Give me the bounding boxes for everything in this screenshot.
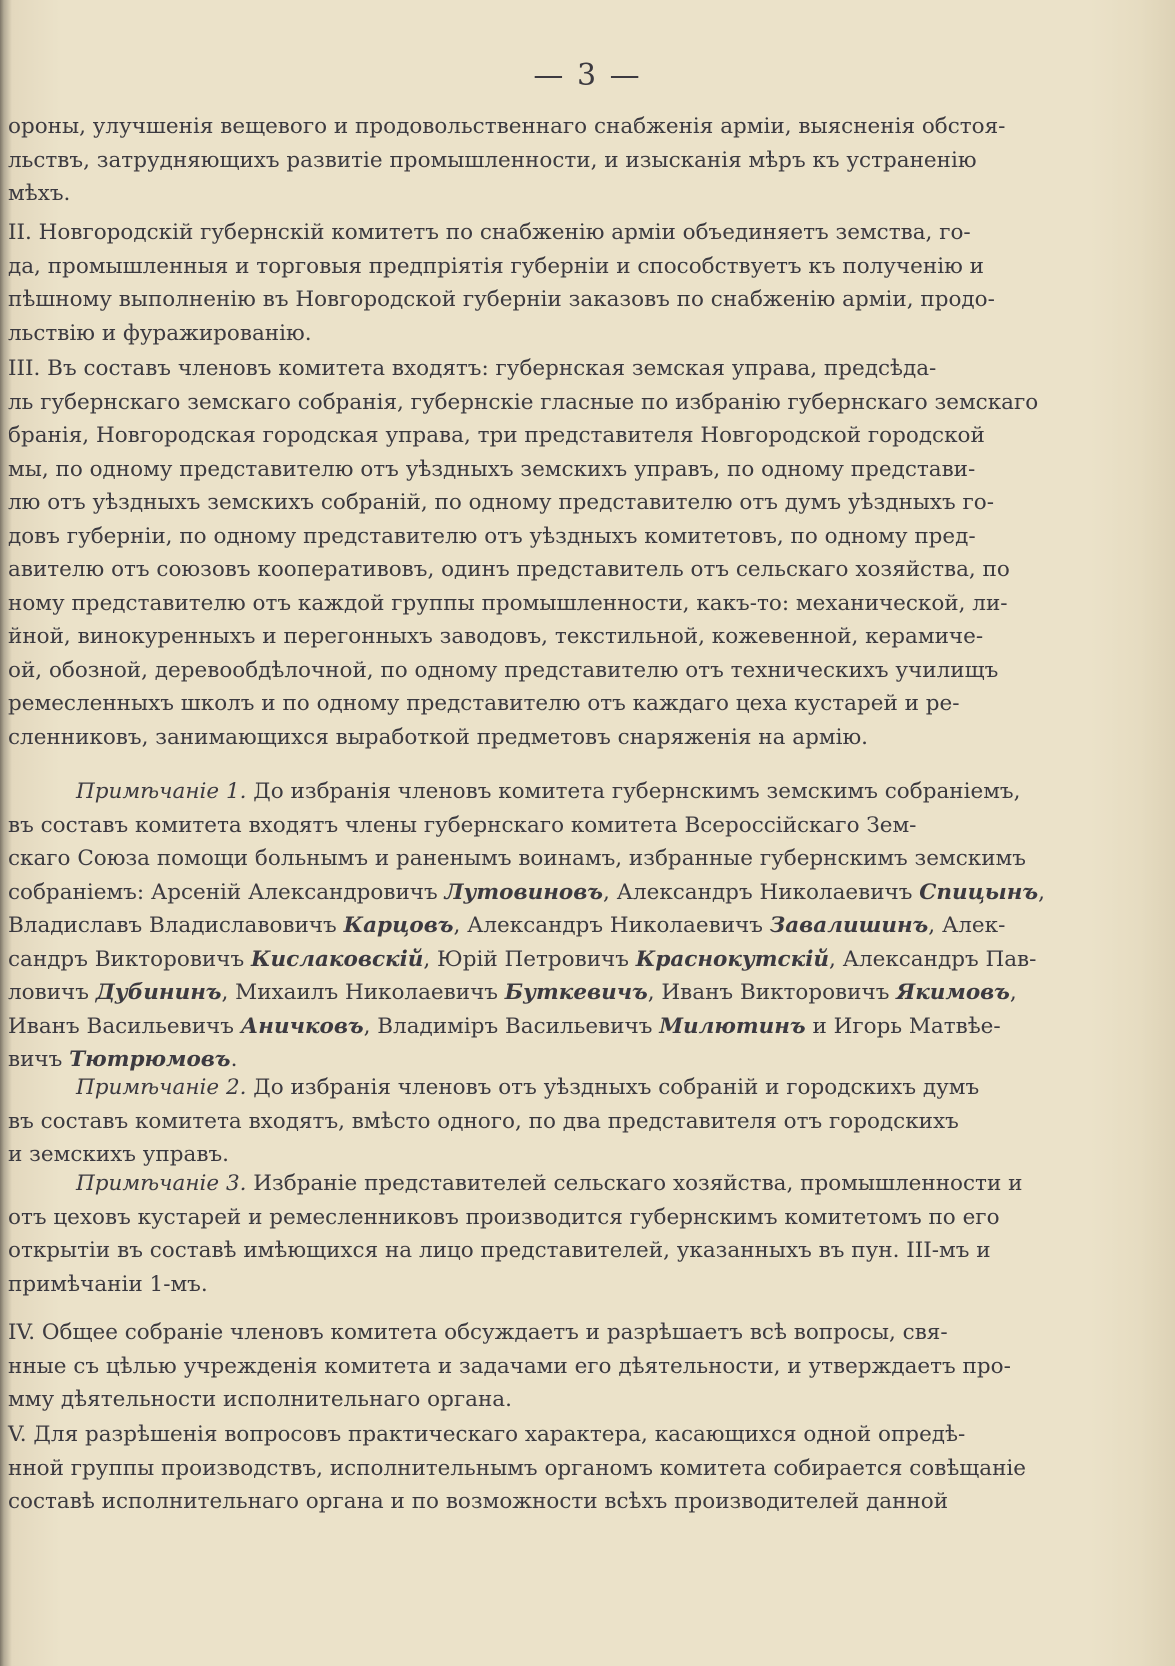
text-span: , xyxy=(1009,980,1017,1005)
note-text: Избраніе представителей сельскаго хозяйства, промышленности и xyxy=(246,1171,1023,1196)
text-line: нной группы производствъ, исполнительнымъ органомъ комитета собирается совѣщаніе xyxy=(8,1455,1027,1481)
text-line: отъ цеховъ кустарей и ремесленниковъ производится губернскимъ комитетомъ по его xyxy=(8,1204,1000,1230)
text-span: , xyxy=(1038,879,1045,905)
text-line: мму дѣятельности исполнительнаго органа. xyxy=(8,1387,512,1412)
text-line: V. Для разрѣшенія вопросовъ практическаго характера, касающихся одной опредѣ- xyxy=(8,1422,966,1447)
text-line: йной, винокуренныхъ и перегонныхъ заводовъ, текстильной, кожевенной, керамиче- xyxy=(8,624,984,649)
note-2 xyxy=(8,1071,1088,1172)
text-span: , Александръ Николаевичъ xyxy=(602,879,920,905)
paragraph-opening-fragment xyxy=(8,110,1088,211)
note-3 xyxy=(8,1167,1088,1301)
page-number: — 3 — xyxy=(533,58,642,93)
text-line xyxy=(8,876,1088,910)
text-line: составѣ исполнительнаго органа и по возможности всѣхъ производителей данной xyxy=(8,1489,949,1514)
text-line xyxy=(8,976,1088,1010)
text-span: , Иванъ Викторовичъ xyxy=(647,980,897,1005)
note-label: Примѣчаніе 3. xyxy=(76,1171,247,1196)
text-line: IV. Общее собраніе членовъ комитета обсуждаетъ и разрѣшаетъ всѣ вопросы, свя- xyxy=(8,1320,948,1345)
text-span: ловичъ xyxy=(8,980,96,1005)
text-span: , Александръ Николаевичъ xyxy=(453,913,770,938)
text-span: , Владиміръ Васильевичъ xyxy=(363,1013,660,1039)
text-line: бранія, Новгородская городская управа, три представителя Новгородской городской xyxy=(8,423,985,448)
text-span: , Александръ Пав- xyxy=(829,946,1037,972)
note-text: До избранія членовъ комитета губернскимъ земскимъ собраніемъ, xyxy=(246,779,1021,804)
text-line: льствію и фуражированію. xyxy=(8,320,312,346)
text-line: ль губернскаго земскаго собранія, губернскіе гласные по избранію губернскаго земскаго xyxy=(8,389,1039,415)
text-line xyxy=(8,1167,1088,1201)
text-line xyxy=(8,943,1088,977)
text-line: льствъ, затрудняющихъ развитіе промышленности, и изысканія мѣръ къ устраненію xyxy=(8,147,977,173)
text-line: довъ губерніи, по одному представителю отъ уѣздныхъ комитетовъ, по одному пред- xyxy=(8,523,976,549)
text-line xyxy=(8,775,1088,809)
text-line: примѣчаніи 1-мъ. xyxy=(8,1271,208,1297)
text-line: лю отъ уѣздныхъ земскихъ собраній, по одному представителю отъ думъ уѣздныхъ го- xyxy=(8,490,995,515)
member-name: Краснокутскій xyxy=(635,946,829,972)
text-line: ному представителю отъ каждой группы промышленности, какъ-то: механической, ли- xyxy=(8,590,1008,616)
text-span: вичъ xyxy=(8,1047,70,1072)
text-span: сандръ Викторовичъ xyxy=(8,946,251,972)
text-line xyxy=(8,1071,1088,1105)
member-name: Карцовъ xyxy=(343,913,454,938)
text-line: ороны, улучшенія вещевого и продовольственнаго снабженія арміи, выясненія обстоя- xyxy=(8,114,1006,139)
member-name: Милютинъ xyxy=(659,1013,806,1039)
text-span: и Игорь Матвѣе- xyxy=(805,1013,1001,1039)
text-line: II. Новгородскій губернскій комитетъ по снабженію арміи объединяетъ земства, го- xyxy=(8,220,971,245)
paragraph-section-3 xyxy=(8,352,1088,754)
paragraph-section-5 xyxy=(8,1418,1088,1519)
paragraph-section-4 xyxy=(8,1316,1088,1417)
member-name: Аничковъ xyxy=(240,1013,364,1039)
text-line: нные съ цѣлью учрежденія комитета и задачами его дѣятельности, и утверждаетъ про- xyxy=(8,1353,1011,1379)
member-name: Спицынъ xyxy=(919,879,1039,905)
text-span: собраніемъ: Арсеній Александровичъ xyxy=(8,879,445,905)
text-span: , Алек- xyxy=(928,913,1006,938)
note-text: До избранія членовъ отъ уѣздныхъ собраній и городскихъ думъ xyxy=(246,1075,980,1100)
note-label: Примѣчаніе 2. xyxy=(76,1075,247,1100)
text-line: открытіи въ составѣ имѣющихся на лицо представителей, указанныхъ въ пун. III-мъ и xyxy=(8,1238,991,1263)
text-line xyxy=(8,1010,1088,1044)
text-span: . xyxy=(230,1047,238,1072)
text-line xyxy=(8,909,1088,943)
member-name: Завалишинъ xyxy=(769,913,929,938)
member-name: Тютрюмовъ xyxy=(69,1047,231,1072)
text-line: авителю отъ союзовъ кооперативовъ, одинъ представитель отъ сельскаго хозяйства, по xyxy=(8,557,1010,582)
text-line: мѣхъ. xyxy=(8,181,71,206)
member-name: Лутовиновъ xyxy=(444,879,603,905)
text-span: Владиславъ Владиславовичъ xyxy=(8,913,344,938)
member-name: Дубининъ xyxy=(95,980,222,1005)
text-span: Иванъ Васильевичъ xyxy=(8,1013,241,1039)
note-1 xyxy=(8,775,1088,1077)
text-line: пѣшному выполненію въ Новгородской губерніи заказовъ по снабженію арміи, продо- xyxy=(8,287,995,312)
member-name: Кислаковскій xyxy=(250,946,424,972)
member-name: Якимовъ xyxy=(896,980,1010,1005)
text-line: сленниковъ, занимающихся выработкой предметовъ снаряженія на армію. xyxy=(8,724,869,750)
text-span: , Юрій Петровичъ xyxy=(423,946,636,972)
text-line: въ составъ комитета входятъ, вмѣсто одного, по два представителя отъ городскихъ xyxy=(8,1108,959,1134)
text-line: III. Въ составъ членовъ комитета входятъ: губернская земская управа, предсѣда- xyxy=(8,356,937,381)
text-line: въ составъ комитета входятъ члены губернскаго комитета Всероссійскаго Зем- xyxy=(8,812,917,838)
member-name: Буткевичъ xyxy=(504,980,648,1005)
paragraph-section-2 xyxy=(8,216,1088,350)
text-line: скаго Союза помощи больнымъ и раненымъ воинамъ, избранные губернскимъ земскимъ xyxy=(8,846,1026,871)
text-span: , Михаилъ Николаевичъ xyxy=(221,980,505,1005)
text-line: ой, обозной, деревообдѣлочной, по одному представителю отъ техническихъ училищъ xyxy=(8,657,999,683)
note-label: Примѣчаніе 1. xyxy=(76,779,247,804)
text-line: да, промышленныя и торговыя предпріятія губерніи и способствуетъ къ полученію и xyxy=(8,253,984,279)
text-line: мы, по одному представителю отъ уѣздныхъ земскихъ управъ, по одному представи- xyxy=(8,456,976,482)
text-line: и земскихъ управъ. xyxy=(8,1142,229,1167)
text-line: ремесленныхъ школъ и по одному представителю отъ каждаго цеха кустарей и ре- xyxy=(8,691,960,716)
